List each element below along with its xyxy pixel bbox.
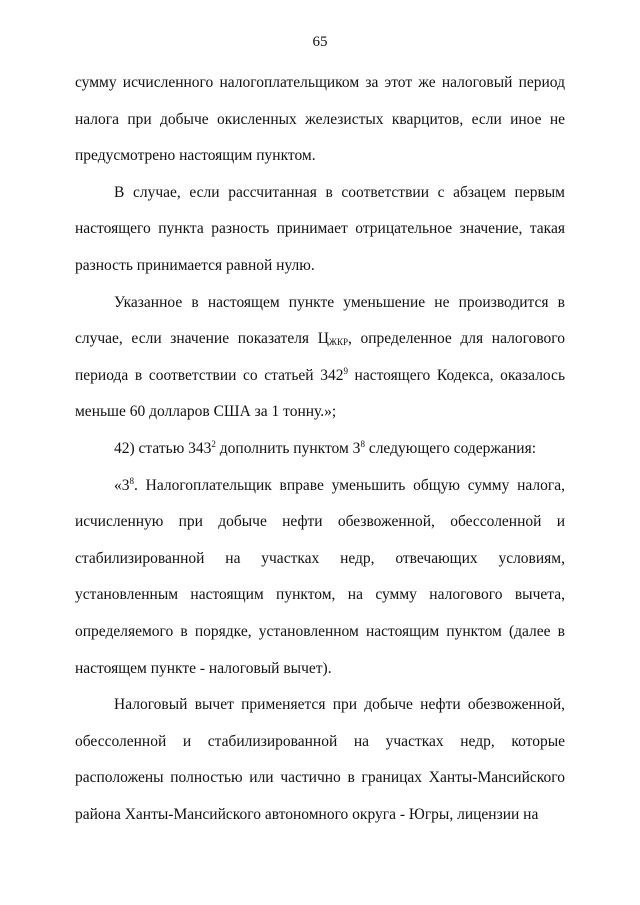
superscript-index: 8 bbox=[129, 475, 134, 486]
paragraph-text: дополнить пунктом 3 bbox=[215, 439, 361, 457]
superscript-index: 9 bbox=[343, 365, 348, 376]
paragraph-tax-deduction bbox=[75, 687, 565, 833]
paragraph-text: Указанное в настоящем пункте уменьшение не производится в случае, если значение показателя Ц bbox=[75, 293, 565, 348]
paragraph-continuation bbox=[75, 65, 565, 175]
paragraph-text: настоящего Кодекса, оказалось меньше 60 долларов США за 1 тонну.»; bbox=[75, 366, 566, 421]
paragraph-text: . Налогоплательщик вправе уменьшить общую сумму налога, исчисленную при добыче нефти обезвоженной, обессоленной и стабилизированной на участках недр, отвечающих условиям, установленным настоящим пунктом, на сумму налогового вычета, определяемого в порядке, установленном настоящим пунктом (далее в настоящем пункте - налоговый вычет). bbox=[75, 476, 565, 677]
paragraph-text: Налоговый вычет применяется при добыче нефти обезвоженной, обессоленной и стабилизированной на участках недр, которые расположены полностью или частично в границах Ханты-Мансийского района Ханты-Мансийского автономного округа - Югры, лицензии на bbox=[75, 696, 565, 823]
subscript-index: ЖКР bbox=[328, 337, 348, 348]
paragraph-text: «3 bbox=[114, 476, 130, 494]
document-body bbox=[75, 65, 565, 833]
paragraph-amendment-42 bbox=[75, 431, 565, 468]
superscript-index: 2 bbox=[211, 438, 216, 449]
paragraph-reduction-condition bbox=[75, 285, 565, 431]
paragraph-text: 42) статью 343 bbox=[114, 439, 212, 457]
paragraph-text: сумму исчисленного налогоплательщиком за этот же налоговый период налога при добыче окисленных железистых кварцитов, если иное не предусмотрено настоящим пунктом. bbox=[75, 74, 565, 165]
paragraph-text: В случае, если рассчитанная в соответствии с абзацем первым настоящего пункта разность принимает отрицательное значение, такая разность принимается равной нулю. bbox=[75, 183, 565, 274]
superscript-index: 8 bbox=[360, 438, 365, 449]
paragraph-text: , определенное для налогового периода в соответствии со статьей 342 bbox=[75, 330, 565, 384]
page-number: 65 bbox=[312, 34, 328, 50]
paragraph-negative-difference bbox=[75, 175, 565, 285]
paragraph-clause-3-8 bbox=[75, 468, 565, 688]
paragraph-text: следующего содержания: bbox=[364, 439, 537, 457]
